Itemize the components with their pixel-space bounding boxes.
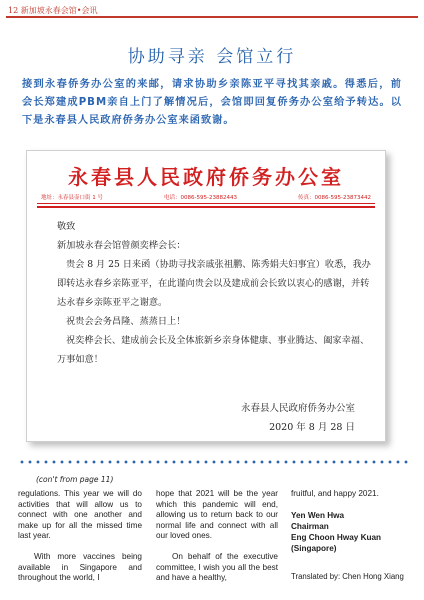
translator-credit: Translated by: Chen Hong Xiang <box>291 571 404 581</box>
dotted-divider <box>18 460 410 464</box>
letter-signature <box>215 399 355 437</box>
signatory-org: Eng Choon Hway Kuan <box>291 532 382 542</box>
letter-wish-2: 祝奕桦会长、建成前会长及全体旅新乡亲身体健康、事业腾达、阖家幸福、万事如意！ <box>57 335 370 365</box>
letter-paragraph: 贵会 8 月 25 日来函（协助寻找亲戚张祖鹏、陈秀娟夫妇事宜）收悉，我办即转达永春乡亲陈亚平，在此谨向贵会以及建成前会长致以衷心的感谢，并转达永春乡亲陈亚平之谢意。 <box>57 259 371 308</box>
letterhead-phone: 电话：0086-595-23882443 <box>164 195 237 201</box>
column-paragraph: On behalf of the executive committee, I wish you all the best and have a healthy, <box>156 551 278 583</box>
letterhead-title: 永春县人民政府侨务办公室 <box>68 165 344 189</box>
header-rule <box>6 16 418 18</box>
intro-paragraph: 接到永春侨务办公室的来邮，请求协助乡亲陈亚平寻找其亲戚。得悉后，前会长郑建成PBM亲自上门了解情况后，会馆即回复侨务办公室给予转达。以下是永春县人民政府侨务办公室来函致谢。 <box>22 79 402 126</box>
letterhead-rule-thick <box>37 206 375 208</box>
letter-salutation: 敬致 <box>57 221 76 232</box>
letterhead-fax: 传真：0086-595-23873442 <box>298 195 371 201</box>
letter-recipient: 新加坡永春会馆曾颜奕桦会长： <box>57 240 186 251</box>
column-paragraph: hope that 2021 will be the year which this pandemic will end, allowing us to return back to our normal life and connect with all our loved ones. <box>156 489 278 541</box>
signatory-block <box>291 510 419 554</box>
page-header: 12 新加坡永春会馆•会讯 <box>8 6 98 15</box>
continued-note: (con't from page 11) <box>36 475 114 484</box>
signature-org: 永春县人民政府侨务办公室 <box>240 403 355 414</box>
signatory-name: Yen Wen Hwa <box>291 510 345 520</box>
english-column-2 <box>156 489 278 594</box>
column-paragraph: fruitful, and happy 2021. <box>291 489 379 498</box>
letterhead-address: 地址：永春县壶口街 1 号 <box>41 195 103 201</box>
signature-date: 2020 年 8 月 28 日 <box>269 422 355 433</box>
english-column-3 <box>291 489 419 582</box>
english-column-1 <box>18 489 142 594</box>
column-paragraph: With more vaccines being available in Singapore and throughout the world, I <box>18 551 142 583</box>
article-title: 协助寻亲 会馆立行 <box>127 47 297 67</box>
letterhead-rule-thin <box>37 203 375 204</box>
letter-image <box>26 150 386 442</box>
signatory-country: (Singapore) <box>291 543 337 553</box>
letter-body <box>57 217 371 369</box>
letterhead-contact <box>41 193 371 201</box>
signatory-title: Chairman <box>291 521 329 531</box>
column-paragraph: regulations. This year we will do activities that will allow us to connect with one another and make up for all the missed time last year. <box>18 489 142 541</box>
letter-wish-1: 祝贵会会务昌隆、蒸蒸日上！ <box>66 316 186 327</box>
